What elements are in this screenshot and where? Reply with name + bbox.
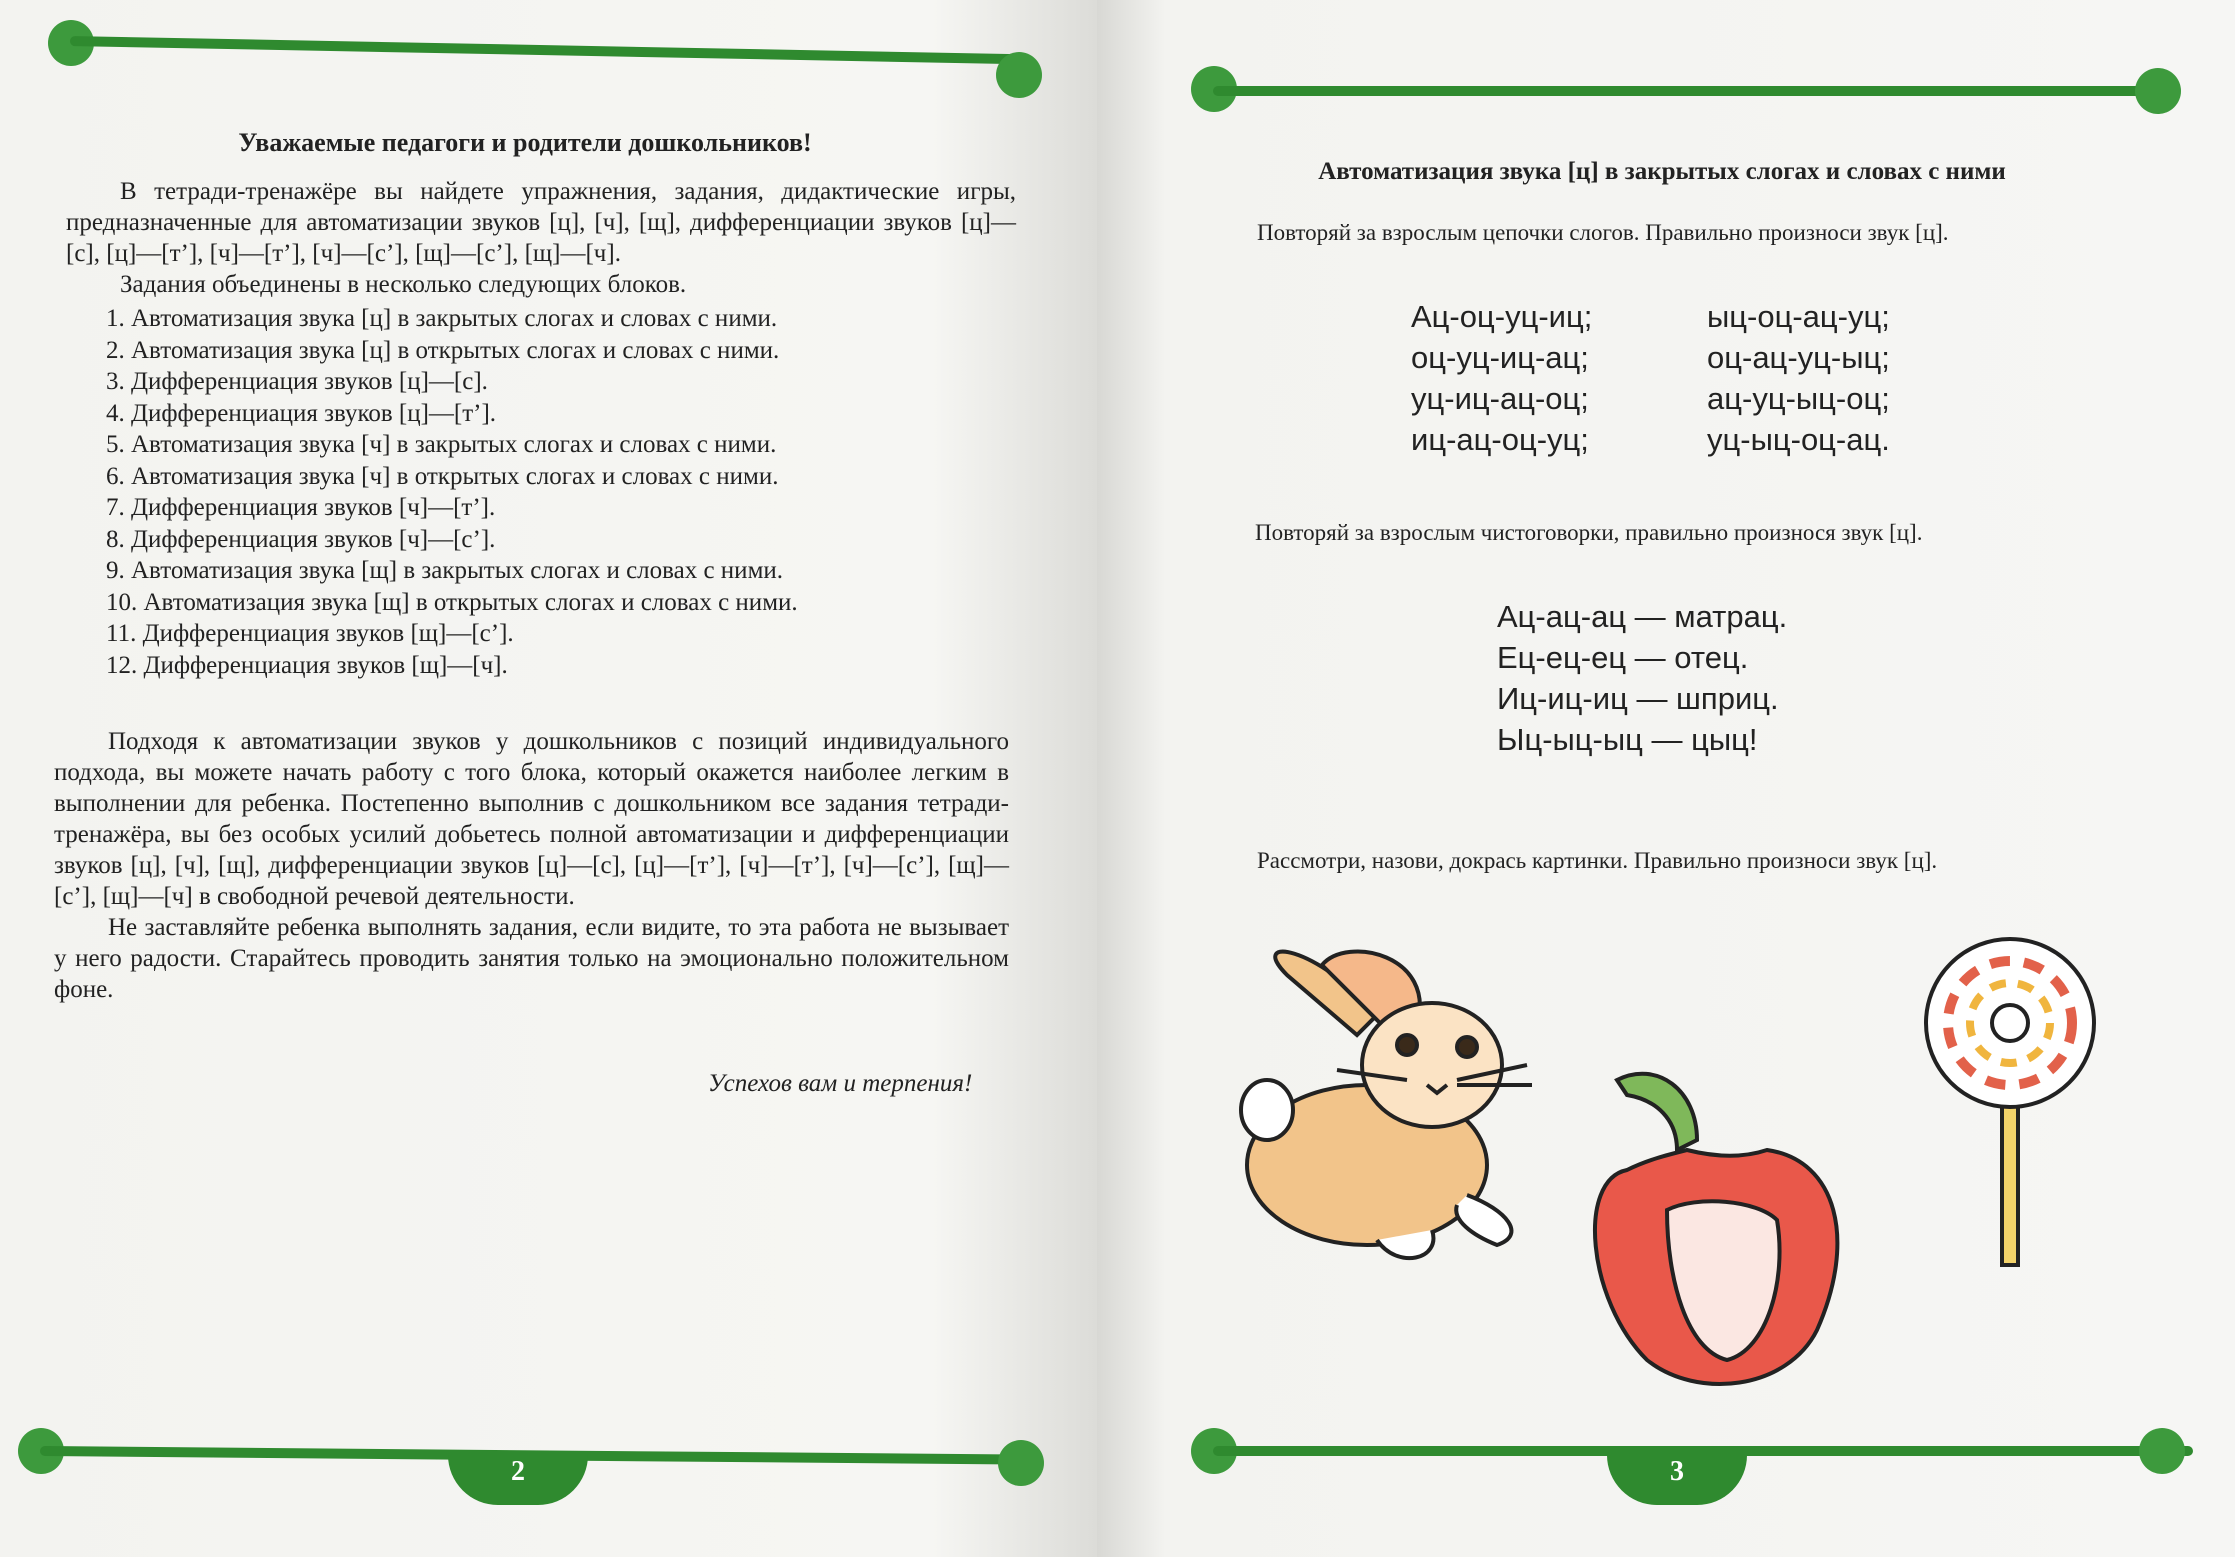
- instruction-pictures: Рассмотри, назови, докрась картинки. Правильно произноси звук [ц].: [1257, 848, 1938, 873]
- left-page: [0, 0, 1097, 1557]
- list-item: 1. Автоматизация звука [ц] в закрытых слогах и словах с ними.: [106, 305, 778, 332]
- list-item: 11. Дифференциация звуков [щ]—[с’].: [106, 620, 514, 647]
- pepper-picture: [1587, 1060, 1857, 1390]
- rule-end-dot: [998, 1440, 1044, 1486]
- page-number: 3: [1607, 1455, 1747, 1505]
- lollipop-icon: [1926, 939, 2094, 1265]
- syllable-chain: оц-ац-уц-ыц;: [1707, 340, 1890, 375]
- tongue-twister: Ец-ец-ец — отец.: [1497, 640, 1749, 675]
- syllable-chain: ац-уц-ыц-оц;: [1707, 381, 1890, 416]
- intro-text: В тетради-тренажёре вы найдете упражнения, задания, дидактические игры, предназначенные для автоматизации звуков [ц], [ч], [щ], дифференциации звуков [ц]—[с], [ц]—[т’], [ч]—[т’], [ч]—[с’], [щ]—[с’], [щ]—[ч].: [66, 178, 1016, 267]
- list-item: 8. Дифференциация звуков [ч]—[с’].: [106, 525, 496, 553]
- syllable-chain: уц-ыц-оц-ац.: [1707, 422, 1890, 457]
- top-rule: [70, 36, 1020, 64]
- syllables-right: [1707, 296, 1967, 460]
- list-item: 12. Дифференциация звуков [щ]—[ч].: [106, 651, 508, 679]
- list-item: 10. Автоматизация звука [щ] в открытых слогах и словах с ними.: [106, 588, 798, 616]
- tongue-twister: Ац-ац-ац — матрац.: [1497, 599, 1788, 634]
- list-item: 5. Автоматизация звука [ч] в закрытых слогах и словах с ними.: [106, 431, 777, 458]
- list-item: 3. Дифференциация звуков [ц]—[с].: [106, 368, 488, 395]
- syllable-chain: ыц-оц-ац-уц;: [1707, 299, 1890, 334]
- syllable-chain: иц-ац-оц-уц;: [1411, 422, 1589, 457]
- list-item: 7. Дифференциация звуков [ч]—[т’].: [106, 494, 496, 521]
- rabbit-icon: [1241, 952, 1532, 1259]
- tongue-twister: Ыц-ыц-ыц — цыц!: [1497, 722, 1758, 757]
- instruction-tongue-twisters: Повторяй за взрослым чистоговорки, правильно произнося звук [ц].: [1255, 520, 1923, 545]
- para3-text: Не заставляйте ребенка выполнять задания, если видите, то эта работа не вызывает у него радости. Старайтесь проводить занятия только на эмоционально положительном фоне.: [54, 914, 1009, 1003]
- rule-end-dot: [996, 52, 1042, 98]
- rule-end-dot: [2135, 68, 2181, 114]
- tongue-twister: Иц-иц-иц — шприц.: [1497, 681, 1779, 716]
- syllable-chain: оц-уц-иц-ац;: [1411, 340, 1589, 375]
- instruction-syllables: Повторяй за взрослым цепочки слогов. Правильно произноси звук [ц].: [1257, 220, 1949, 245]
- list-item: 4. Дифференциация звуков [ц]—[т’].: [106, 399, 497, 427]
- tongue-twisters: [1497, 596, 1897, 760]
- approach-paragraph: [54, 726, 1009, 1005]
- page-title: Автоматизация звука [ц] в закрытых слогах и словах с ними: [1318, 158, 2006, 185]
- syllable-chain: уц-иц-ац-оц;: [1411, 381, 1589, 416]
- pepper-icon: [1595, 1074, 1837, 1384]
- syllable-chain: Ац-оц-уц-иц;: [1411, 299, 1593, 334]
- rule-end-dot: [2139, 1428, 2185, 1474]
- page-title: Уважаемые педагоги и родители дошкольников!: [238, 128, 812, 157]
- lollipop-picture: [1917, 935, 2107, 1270]
- rabbit-picture: [1227, 935, 1617, 1270]
- blocks-list: [106, 303, 986, 681]
- syllables-left: [1411, 296, 1691, 460]
- list-item: 6. Автоматизация звука [ч] в открытых слогах и словах с ними.: [106, 462, 779, 490]
- signoff: Успехов вам и терпения!: [708, 1070, 973, 1097]
- blocks-intro: Задания объединены в несколько следующих блоков.: [120, 271, 687, 298]
- right-page: [1097, 0, 2235, 1557]
- para2-text: Подходя к автоматизации звуков у дошкольников с позиций индивидуального подхода, вы можете начать работу с того блока, который окажется наиболее легким в выполнении для ребенка. Постепенно выполнив с дошкольником все задания тетради-тренажёра, вы без особых усилий добьетесь полной автоматизации и дифференциации звуков [ц], [ч], [щ], дифференциации звуков [ц]—[с], [ц]—[т’], [ч]—[т’], [ч]—[с’], [щ]—[с’], [щ]—[ч] в свободной речевой деятельности.: [54, 728, 1009, 910]
- list-item: 9. Автоматизация звука [щ] в закрытых слогах и словах с ними.: [106, 557, 784, 584]
- top-rule: [1213, 86, 2163, 96]
- intro-paragraph: [66, 176, 1016, 300]
- page-number: 2: [448, 1455, 588, 1505]
- list-item: 2. Автоматизация звука [ц] в открытых слогах и словах с ними.: [106, 336, 780, 364]
